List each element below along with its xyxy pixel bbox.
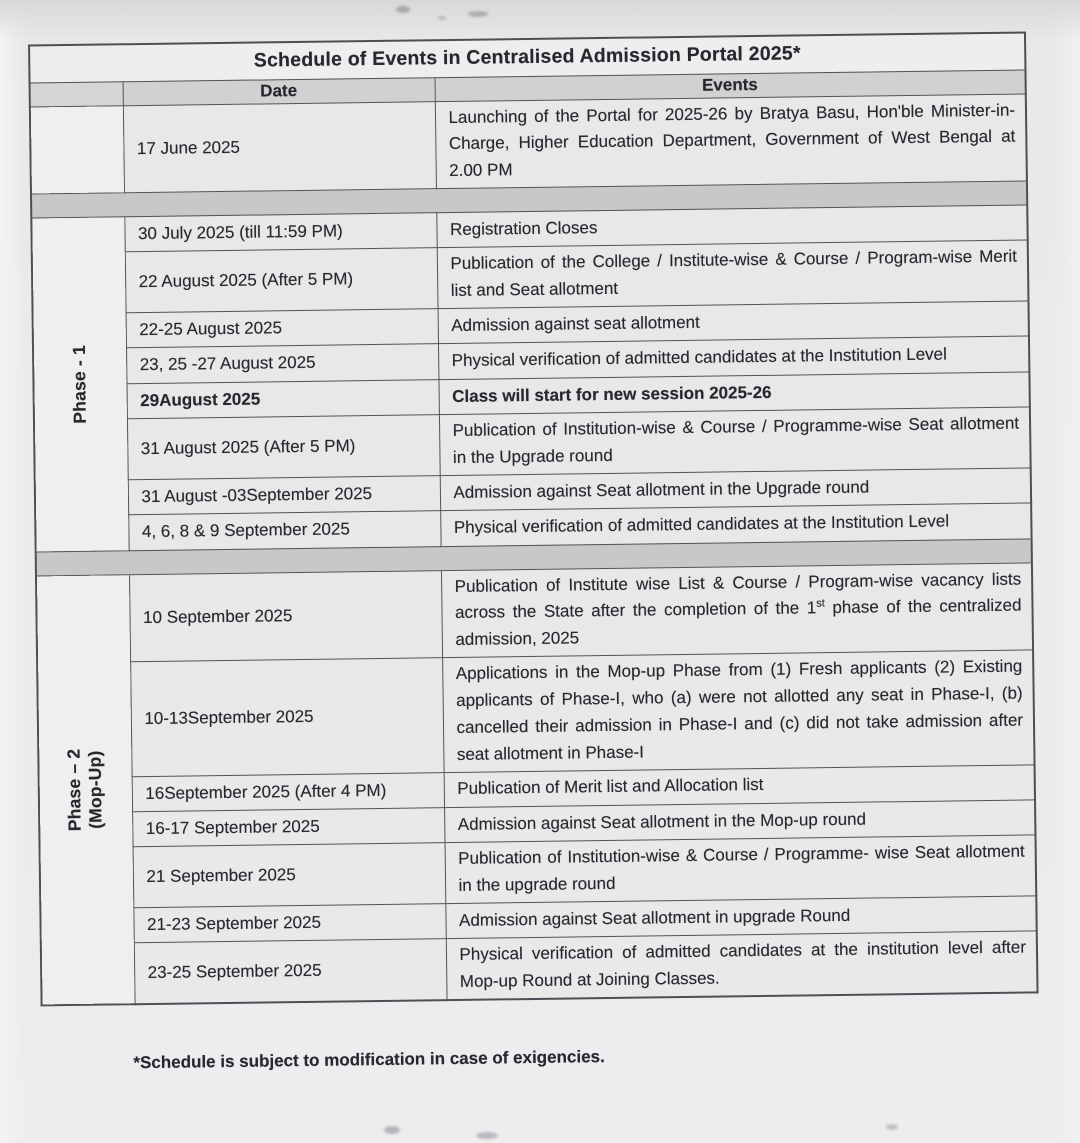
event-cell: Physical verification of admitted candidates at the institution level after Mop-up Round at Joining Classes. <box>446 931 1038 1000</box>
schedule-table-body <box>30 93 1038 1005</box>
date-cell: 22 August 2025 (After 5 PM) <box>125 248 438 313</box>
date-cell: 16September 2025 (After 4 PM) <box>132 772 444 811</box>
event-cell: Publication of Merit list and Allocation list <box>444 764 1035 807</box>
scan-smudge <box>438 16 446 20</box>
event-cell: Admission against seat allotment <box>438 301 1029 344</box>
date-cell: 10-13September 2025 <box>130 658 443 777</box>
table-row <box>30 93 1027 194</box>
date-cell: 21 September 2025 <box>133 843 446 908</box>
date-cell: 17 June 2025 <box>123 101 436 193</box>
event-cell: Class will start for new session 2025-26 <box>438 372 1029 415</box>
event-cell: Admission against Seat allotment in the Mop-up round <box>444 800 1035 843</box>
scan-smudge <box>886 1124 898 1130</box>
event-cell: Launching of the Portal for 2025-26 by Bratya Basu, Hon'ble Minister-in-Charge, Higher Education Department, Government of West Bengal at 2.00 PM <box>435 93 1027 188</box>
date-cell: 23, 25 -27 August 2025 <box>126 344 438 383</box>
event-cell: Physical verification of admitted candidates at the Institution Level <box>440 503 1031 546</box>
event-cell: Registration Closes <box>436 205 1027 248</box>
date-cell: 31 August -03September 2025 <box>128 476 440 515</box>
date-cell: 31 August 2025 (After 5 PM) <box>127 415 440 480</box>
event-cell: Publication of the College / Institute-wise & Course / Program-wise Merit list and Seat allotment <box>437 240 1029 308</box>
table-row <box>41 931 1038 1005</box>
footnote: *Schedule is subject to modification in case of exigencies. <box>133 1047 605 1073</box>
table-row <box>37 650 1034 777</box>
scan-smudge <box>384 1126 400 1134</box>
date-cell: 29August 2025 <box>126 380 438 419</box>
event-cell: Publication of Institution-wise & Course / Programme-wise Seat allotment in the Upgrade round <box>439 407 1031 475</box>
event-cell: Admission against Seat allotment in the Upgrade round <box>440 468 1031 511</box>
date-cell: 21-23 September 2025 <box>133 904 445 943</box>
event-cell: Publication of Institution-wise & Course / Programme- wise Seat allotment in the upgrade round <box>445 835 1037 903</box>
date-cell: 23-25 September 2025 <box>134 939 447 1004</box>
scan-smudge <box>468 11 488 17</box>
events-column-header: Events <box>435 69 1026 101</box>
date-cell: 4, 6, 8 & 9 September 2025 <box>128 511 440 550</box>
scan-smudge <box>476 1132 498 1139</box>
event-cell: Applications in the Mop-up Phase from (1) Fresh applicants (2) Existing applicants of Phase-I, who (a) were not allotted any seat in Phase-I, (b) cancelled their admission in Phase-I and (c) did not take admission after seat allotment in Phase-I <box>442 650 1034 772</box>
event-cell: Physical verification of admitted candidates at the Institution Level <box>438 336 1029 379</box>
table-title: Schedule of Events in Centralised Admission Portal 2025* <box>29 32 1025 82</box>
table-row <box>36 563 1033 664</box>
phase-column-header <box>30 81 123 106</box>
date-cell: 30 July 2025 (till 11:59 PM) <box>124 213 436 252</box>
event-cell: Publication of Institute wise List & Course / Program-wise vacancy lists across the State after the completion of the 1st phase of the centralized admission, 2025 <box>441 563 1033 658</box>
phase-label: Phase – 2 (Mop-Up) <box>64 748 107 832</box>
schedule-table <box>28 31 1039 1006</box>
phase-label-cell <box>36 574 135 1005</box>
event-cell: Admission against Seat allotment in upgrade Round <box>445 896 1036 939</box>
date-cell: 22-25 August 2025 <box>126 309 438 348</box>
date-column-header: Date <box>123 77 435 105</box>
scanned-sheet <box>28 31 1037 1074</box>
date-cell: 10 September 2025 <box>129 570 442 662</box>
scan-smudge <box>396 6 410 13</box>
date-cell: 16-17 September 2025 <box>132 808 444 847</box>
phase-label-cell <box>30 105 124 194</box>
phase-label-cell <box>31 217 128 552</box>
phase-label: Phase - 1 <box>69 344 91 424</box>
